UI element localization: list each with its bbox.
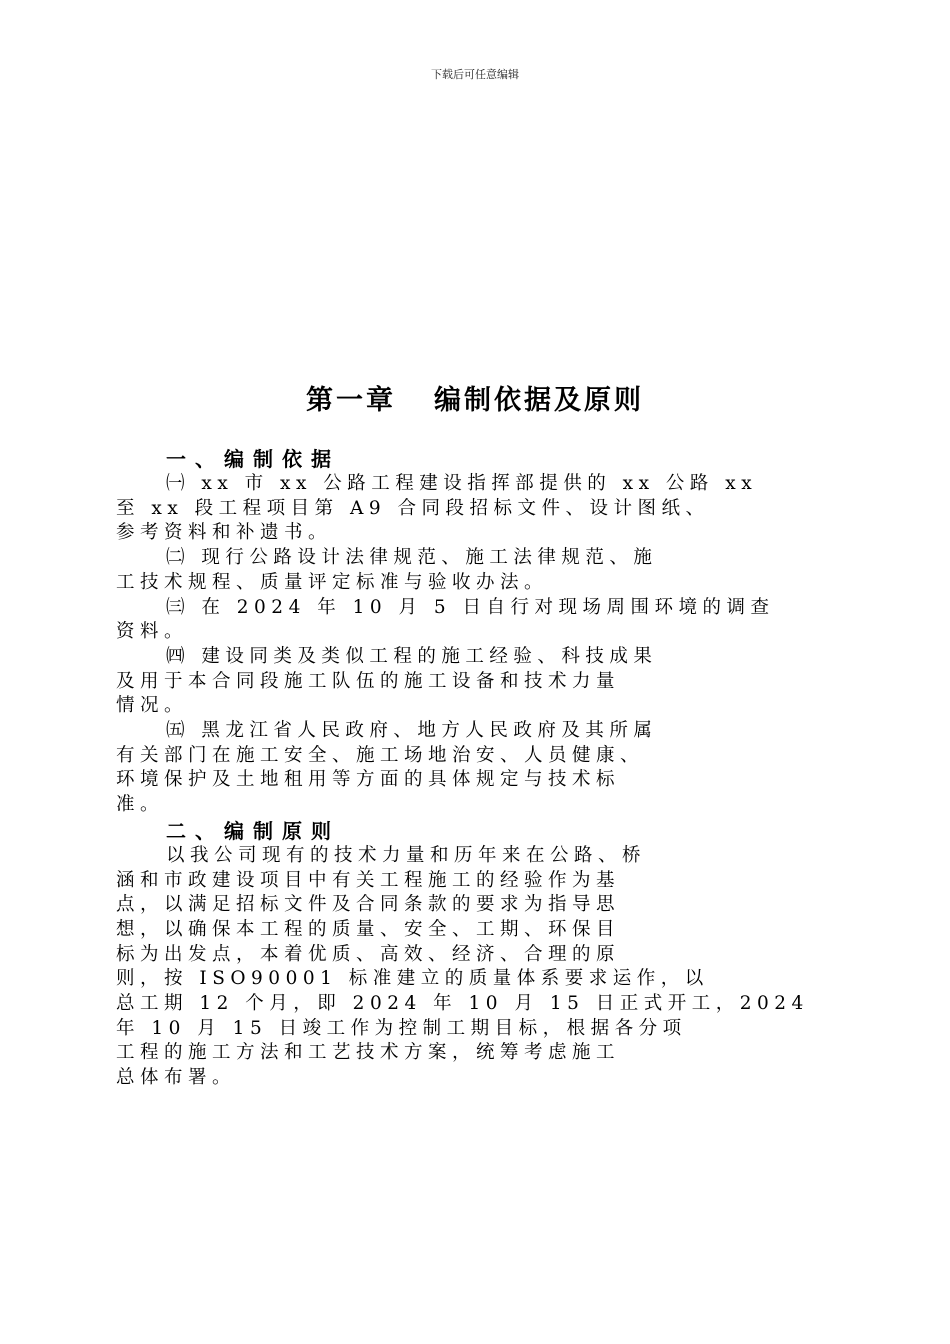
principle-paragraph [116, 844, 830, 1091]
page-header: 下载后可任意编辑 [431, 68, 519, 81]
chapter-title [0, 378, 950, 417]
basis-item-3 [116, 596, 830, 645]
section-heading-basis: 一、编制依据 [166, 447, 340, 471]
text-line: 涵和市政建设项目中有关工程施工的经验作为基 [116, 869, 621, 891]
chapter-name: 编制依据及原则 [434, 385, 644, 416]
text-line: 情况。 [116, 695, 189, 717]
text-line: 年 10 月 15 日竣工作为控制工期目标，根据各分项 [116, 1017, 687, 1039]
text-line: 以我公司现有的技术力量和历年来在公路、桥 [166, 844, 647, 866]
text-line: 点，以满足招标文件及合同条款的要求为指导思 [116, 894, 621, 916]
text-line: ㈤ 黑龙江省人民政府、地方人民政府及其所属 [166, 720, 658, 742]
text-line: 标为出发点，本着优质、高效、经济、合理的原 [116, 943, 621, 965]
text-line: ㈣ 建设同类及类似工程的施工经验、科技成果 [166, 645, 658, 667]
text-line: ㈢ 在 2024 年 10 月 5 日自行对现场周围环境的调查 [166, 596, 775, 618]
text-line: 准。 [116, 794, 165, 816]
text-line: 环境保护及土地租用等方面的具体规定与技术标 [116, 769, 621, 791]
text-line: 有关部门在施工安全、施工场地治安、人员健康、 [116, 744, 645, 766]
text-line: 总工期 12 个月，即 2024 年 10 月 15 日正式开工，2024 [116, 993, 809, 1015]
section-heading-principle: 二、编制原则 [166, 818, 340, 843]
text-line: 工技术规程、质量评定标准与验收办法。 [116, 571, 549, 593]
text-line: 则，按 ISO90001 标准建立的质量体系要求运作，以 [116, 968, 709, 990]
basis-item-4 [116, 645, 830, 719]
text-line: 及用于本合同段施工队伍的施工设备和技术力量 [116, 670, 621, 692]
text-line: 参考资料和补遗书。 [116, 522, 333, 544]
document-body [116, 446, 830, 1091]
basis-item-1 [116, 472, 830, 546]
text-line: 资料。 [116, 621, 189, 643]
text-line: 工程的施工方法和工艺技术方案，统筹考虑施工 [116, 1042, 621, 1064]
text-line: 总体布署。 [116, 1067, 237, 1089]
text-line: 至 xx 段工程项目第 A9 合同段招标文件、设计图纸、 [116, 497, 710, 519]
chapter-number: 第一章 [306, 385, 396, 416]
basis-item-2 [116, 546, 830, 595]
text-line: ㈡ 现行公路设计法律规范、施工法律规范、施 [166, 547, 658, 569]
basis-item-5 [116, 719, 830, 818]
text-line: ㈠ xx 市 xx 公路工程建设指挥部提供的 xx 公路 xx [166, 473, 758, 494]
text-line: 想，以确保本工程的质量、安全、工期、环保目 [116, 918, 621, 940]
